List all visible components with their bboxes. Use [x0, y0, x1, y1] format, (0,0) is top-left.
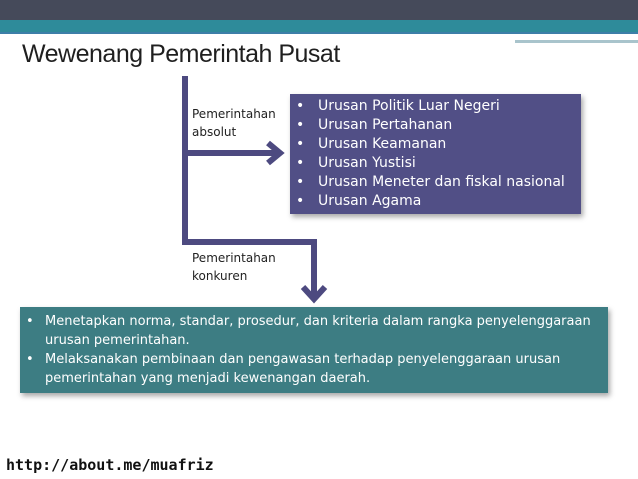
- bullet-icon: •: [296, 193, 305, 209]
- list-item-text: Urusan Pertahanan: [318, 117, 453, 133]
- list-item-text: Melaksanakan pembinaan dan pengawasan terhadap penyelenggaraan urusan pemerintahan yang menjadi kewenangan daerah.: [45, 352, 561, 386]
- konkuren-label: [192, 249, 276, 285]
- konkuren-label-line2: konkuren: [192, 269, 248, 283]
- list-item-text: Urusan Politik Luar Negeri: [318, 98, 500, 114]
- bullet-icon: •: [296, 117, 305, 133]
- absolut-items-list: [296, 97, 573, 211]
- list-item-text: Urusan Keamanan: [318, 136, 447, 152]
- slide-title: Wewenang Pemerintah Pusat: [22, 40, 340, 68]
- list-item: [296, 135, 573, 154]
- footer-link[interactable]: http://about.me/muafriz: [6, 456, 214, 474]
- bullet-icon: •: [26, 352, 34, 367]
- list-item-text: Menetapkan norma, standar, prosedur, dan kriteria dalam rangka penyelenggaraan urusan pemerintahan.: [45, 314, 591, 348]
- bullet-icon: •: [296, 98, 305, 114]
- list-item: [296, 192, 573, 211]
- list-item-text: Urusan Meneter dan fiskal nasional: [318, 174, 565, 190]
- absolut-label: [192, 105, 276, 141]
- konkuren-items-box: [20, 307, 608, 393]
- absolut-label-line1: Pemerintahan: [192, 107, 276, 121]
- list-item-text: Urusan Agama: [318, 193, 422, 209]
- list-item: [26, 350, 600, 388]
- bullet-icon: •: [296, 136, 305, 152]
- bullet-icon: •: [296, 155, 305, 171]
- list-item: [26, 312, 600, 350]
- absolut-label-line2: absolut: [192, 125, 237, 139]
- list-item: [296, 173, 573, 192]
- bullet-icon: •: [26, 314, 34, 329]
- list-item-text: Urusan Yustisi: [318, 155, 416, 171]
- list-item: [296, 116, 573, 135]
- list-item: [296, 154, 573, 173]
- konkuren-items-list: [26, 312, 600, 388]
- konkuren-label-line1: Pemerintahan: [192, 251, 276, 265]
- list-item: [296, 97, 573, 116]
- absolut-items-box: [290, 94, 581, 214]
- bullet-icon: •: [296, 174, 305, 190]
